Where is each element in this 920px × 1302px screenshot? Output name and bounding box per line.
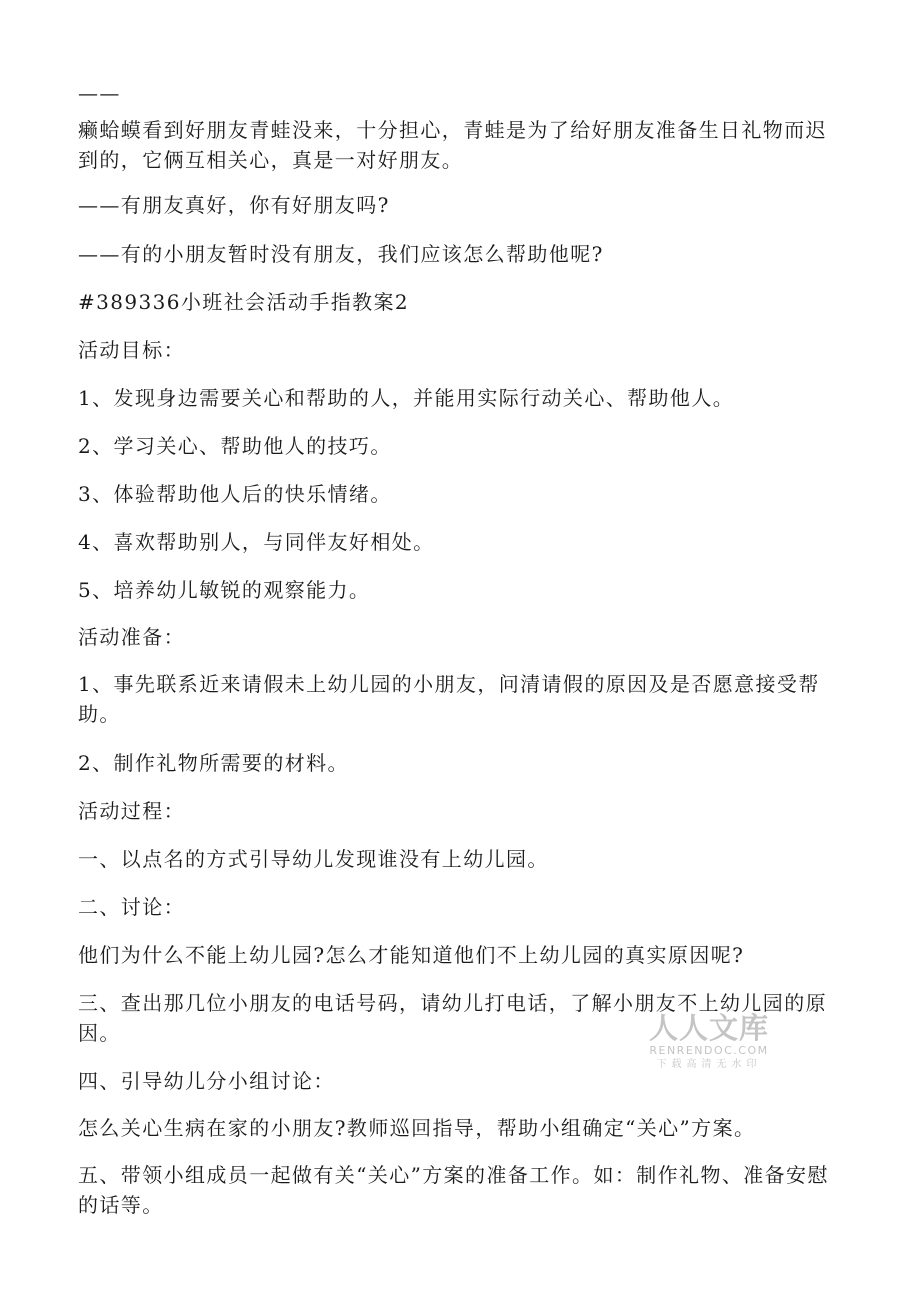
prep-item-2: 2、制作礼物所需要的材料。	[78, 751, 349, 775]
heading-process: 活动过程：	[78, 799, 185, 823]
watermark-title: 人人文库	[648, 1011, 769, 1045]
goal-item-1: 1、发现身边需要关心和帮助的人，并能用实际行动关心、帮助他人。	[78, 386, 735, 410]
heading-goals: 活动目标：	[78, 338, 185, 362]
dialogue-line-1: ——有朋友真好，你有好朋友吗?	[78, 193, 390, 217]
goal-item-5: 5、培养幼儿敏锐的观察能力。	[78, 578, 371, 602]
section-title: #389336小班社会活动手指教案2	[78, 290, 410, 314]
goal-item-3: 3、体验帮助他人后的快乐情绪。	[78, 482, 392, 506]
watermark-logo	[644, 1012, 774, 1072]
process-step-5: 五、带领小组成员一起做有关“关心”方案的准备工作。如：制作礼物、准备安慰的话等。	[78, 1163, 829, 1217]
watermark-subtitle: 下载高清无水印	[656, 1059, 762, 1070]
process-step-4: 四、引导幼儿分小组讨论：	[78, 1069, 335, 1093]
heading-preparation: 活动准备：	[78, 625, 185, 649]
goal-item-4: 4、喜欢帮助别人，与同伴友好相处。	[78, 530, 435, 554]
goal-item-2: 2、学习关心、帮助他人的技巧。	[78, 434, 392, 458]
dash-line: ——	[78, 81, 121, 105]
process-step-1: 一、以点名的方式引导幼儿发现谁没有上幼儿园。	[78, 847, 549, 871]
process-question: 他们为什么不能上幼儿园?怎么才能知道他们不上幼儿园的真实原因呢?	[78, 943, 745, 967]
dialogue-line-2: ——有的小朋友暂时没有朋友，我们应该怎么帮助他呢?	[78, 242, 604, 266]
prep-item-1: 1、事先联系近来请假未上幼儿园的小朋友，问清请假的原因及是否愿意接受帮助。	[78, 672, 820, 726]
process-step-2: 二、讨论：	[78, 895, 185, 919]
watermark-url: RENRENDOC.COM	[649, 1044, 769, 1057]
process-question-2: 怎么关心生病在家的小朋友?教师巡回指导，帮助小组确定“关心”方案。	[78, 1116, 756, 1140]
process-step-3: 三、查出那几位小朋友的电话号码，请幼儿打电话，了解小朋友不上幼儿园的原因。	[78, 991, 827, 1045]
story-paragraph: 癞蛤蟆看到好朋友青蛙没来，十分担心，青蛙是为了给好朋友准备生日礼物而迟到的，它俩互相关心，真是一对好朋友。	[78, 118, 827, 172]
